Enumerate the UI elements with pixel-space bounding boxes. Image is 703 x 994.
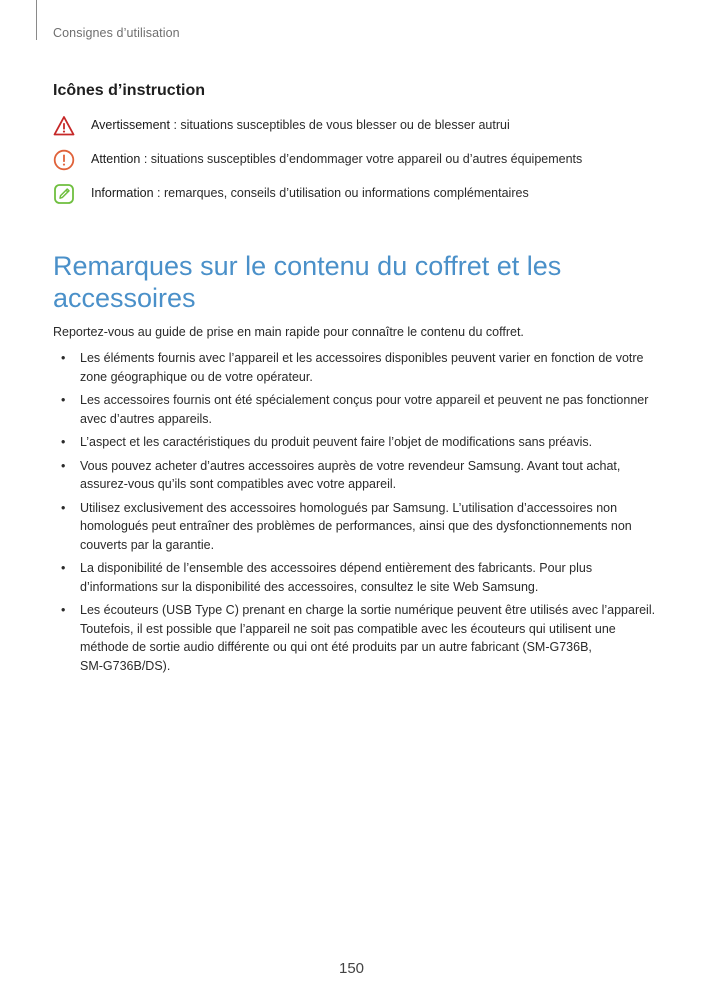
list-item [53, 433, 658, 452]
instruction-item-information [53, 183, 673, 207]
instruction-item-text [91, 186, 529, 200]
list-item-line: SM-G736B/DS). [80, 658, 171, 673]
caution-circle-icon [53, 149, 75, 171]
bullet-marker: • [61, 351, 66, 365]
list-item-line: avec d’autres appareils. [80, 411, 213, 426]
warning-triangle-icon [53, 115, 75, 137]
list-item-line: Vous pouvez acheter d’autres accessoires auprès de votre revendeur Samsung. Avant tout achat, [80, 458, 621, 473]
instruction-item-text [91, 118, 510, 132]
instruction-term: Avertissement [91, 118, 170, 132]
instruction-term: Attention [91, 152, 141, 166]
bullet-marker: • [61, 561, 66, 575]
section-title [53, 250, 653, 314]
bullet-marker: • [61, 603, 66, 617]
list-item-line: L’aspect et les caractéristiques du produit peuvent faire l’objet de modifications sans préavis. [80, 435, 593, 449]
list-item-line: couverts par la garantie. [80, 537, 215, 552]
list-item [53, 601, 658, 675]
instruction-icons-heading: Icônes d’instruction [53, 82, 206, 99]
list-item [53, 499, 658, 555]
list-item-line: d’informations sur la disponibilité des accessoires, consultez le site Web Samsung. [80, 579, 539, 594]
running-header: Consignes d’utilisation [53, 26, 180, 40]
list-item-line: méthode de sortie audio différente ou qui ont été produits par un autre fabricant (SM-G736B, [80, 640, 592, 654]
instruction-term: Information [91, 186, 154, 200]
bullet-marker: • [61, 500, 66, 515]
list-item [53, 559, 658, 596]
list-item-line: Toutefois, il est possible que l’appareil ne soit pas compatible avec les écouteurs qui utilisent une [80, 621, 616, 636]
header-divider [36, 0, 37, 40]
list-item-line: La disponibilité de l’ensemble des accessoires dépend entièrement des fabricants. Pour plus [80, 561, 593, 575]
list-item-line: homologués peut entraîner des problèmes de performances, ainsi que des dysfonctionnements non [80, 519, 632, 533]
instruction-item-text [91, 152, 582, 166]
intro-paragraph: Reportez-vous au guide de prise en main rapide pour connaître le contenu du coffret. [53, 325, 524, 339]
instruction-description: : situations susceptibles de vous blesser ou de blesser autrui [169, 118, 510, 132]
list-item-line: Les éléments fournis avec l’appareil et les accessoires disponibles peuvent varier en fonction de votre [80, 351, 644, 365]
page-number: 150 [338, 960, 365, 977]
bullet-marker: • [61, 393, 66, 407]
list-item-line: Utilisez exclusivement des accessoires homologués par Samsung. L’utilisation d’accessoires non [80, 500, 618, 515]
list-item-line: Les écouteurs (USB Type C) prenant en charge la sortie numérique peuvent être utilisés avec l’appareil. [80, 603, 656, 617]
list-item [53, 457, 658, 494]
bullet-marker: • [61, 458, 66, 473]
accessory-notes-list [53, 349, 658, 680]
instruction-description: : situations susceptibles d’endommager votre appareil ou d’autres équipements [140, 152, 583, 166]
list-item-line: Les accessoires fournis ont été spécialement conçus pour votre appareil et peuvent ne pas fonctionner [80, 393, 649, 407]
section-title-line: Remarques sur le contenu du coffret et les [53, 251, 562, 281]
instruction-item-caution [53, 149, 673, 173]
instruction-description: : remarques, conseils d’utilisation ou informations complémentaires [153, 186, 529, 200]
list-item-line: assurez-vous qu’ils sont compatibles avec votre appareil. [80, 477, 397, 491]
list-item [53, 349, 658, 386]
bullet-marker: • [61, 435, 66, 449]
list-item [53, 391, 658, 428]
note-pencil-icon [53, 183, 75, 205]
list-item-line: zone géographique ou de votre opérateur. [80, 369, 313, 384]
instruction-item-warning [53, 115, 673, 139]
section-title-line: accessoires [53, 283, 196, 313]
